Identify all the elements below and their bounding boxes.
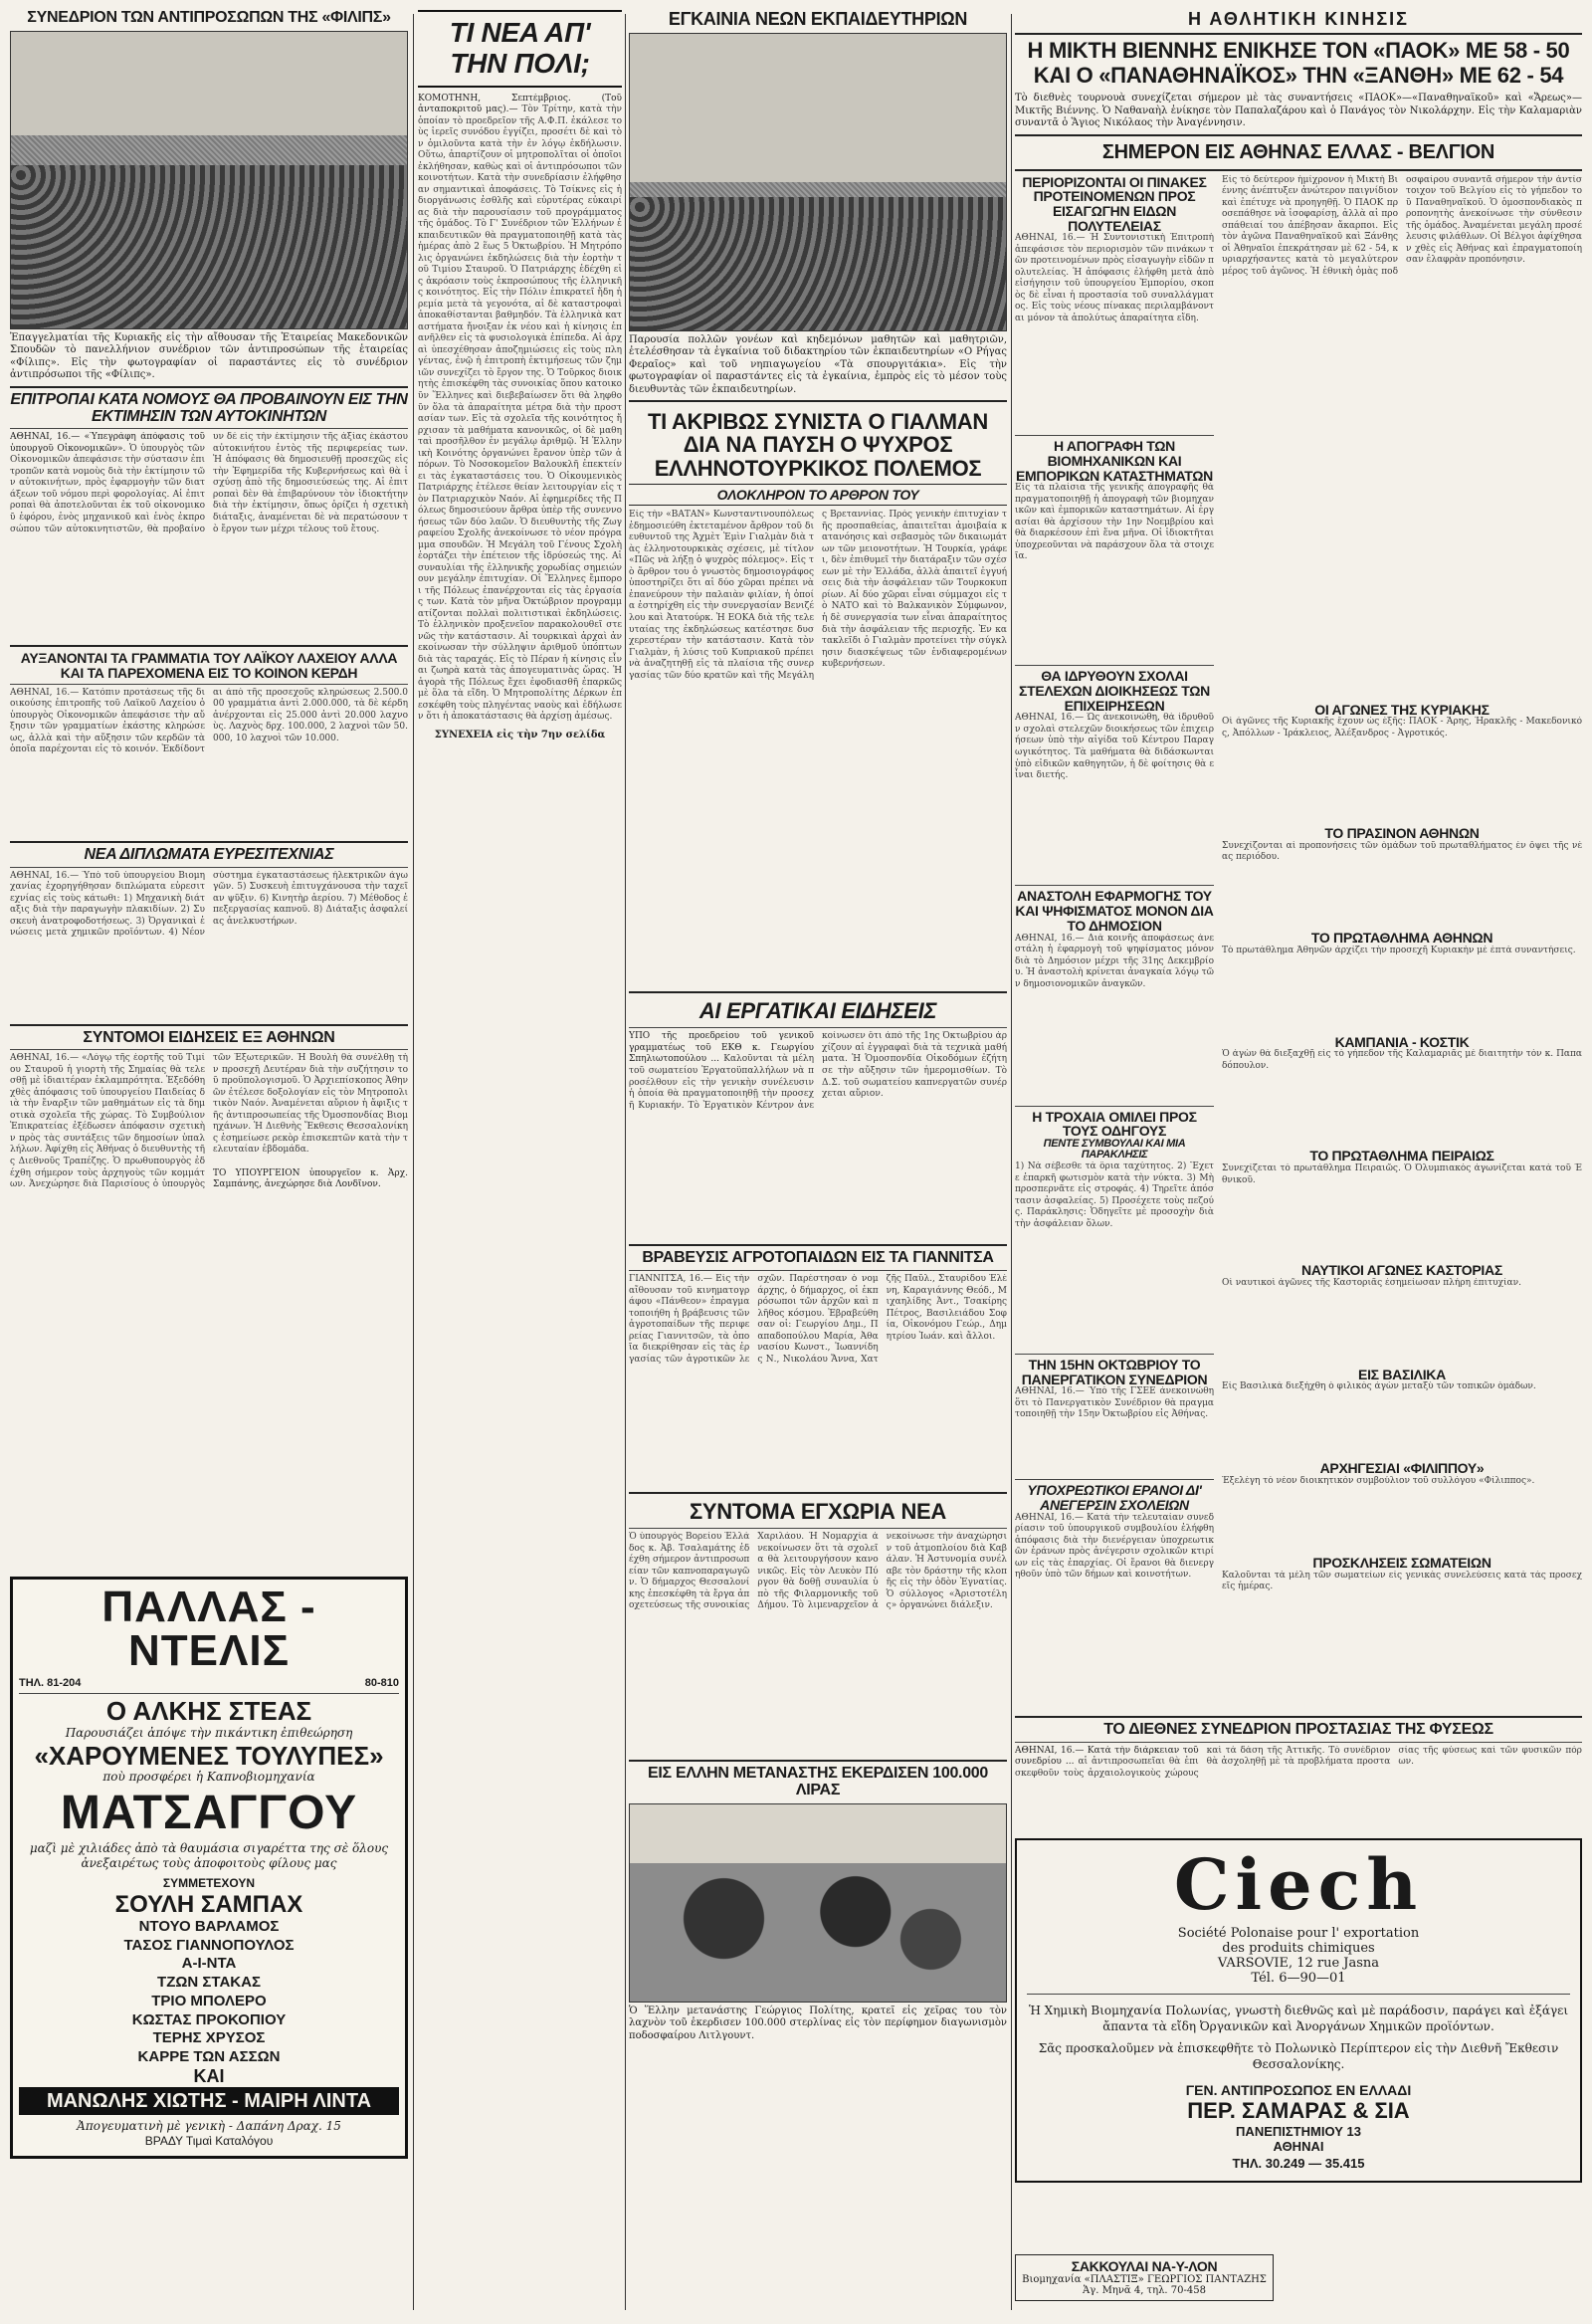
box-eranoi: ΥΠΟΧΡΕΩΤΙΚΟΙ ΕΡΑΝΟΙ ΔΙ' ΑΝΕΓΕΡΣΙΝ ΣΧΟΛΕΙΩΝ [1027,1482,1202,1514]
article-fysis: ΑΘΗΝΑΙ, 16.— Κατὰ τὴν διάρκειαν τοῦ συνεδρίου ... αἱ ἀντιπροσωπεῖαι θὰ ἐπισκεφθοῦν τοὺς ἀρχαιολογικοὺς χώρους καὶ τὰ δάση τῆς Ἀττικῆς. Τὸ συνέδριον θὰ ἀσχοληθῇ μὲ τὰ προβλήματα προστασίας τῆς φύσεως καὶ τῶν φυσικῶν πόρων. [1015,1745,1582,1779]
text-kamp: Ὁ ἀγὼν θὰ διεξαχθῇ εἰς τὸ γήπεδον τῆς Καλαμαριᾶς μὲ διαιτητὴν τὸν κ. Παπαδόπουλον. [1222,1049,1582,1071]
box-trochaia: Η ΤΡΟΧΑΙΑ ΟΜΙΛΕΙ ΠΡΟΣ ΤΟΥΣ ΟΔΗΓΟΥΣ [1032,1108,1197,1140]
article-syntoma: Ὁ ὑπουργὸς Βορείου Ἑλλάδος κ. Ἀβ. Τσαλαμάτης ἐδέχθη σήμερον ἀντιπροσωπείαν τῶν καπνοπαραγωγῶν. Ὁ δήμαρχος Θεσσαλονίκης ἐπεσκέφθη τὰ ἔργα ἀποχετεύσεως τῆς συνοικίας Χαριλάου. Ἡ Νομαρχία ἀνεκοίνωσεν ὅτι τὰ σχολεῖα θὰ λειτουργήσουν κανονικῶς. Εἰς τὸν Λευκὸν Πύργον θὰ δοθῇ συναυλία ὑπὸ τῆς Φιλαρμονικῆς τοῦ Δήμου. Τὸ λιμεναρχεῖον ἀνεκοίνωσε τὴν ἀναχώρησιν τοῦ ἀτμοπλοίου διὰ Καβάλαν. Ἡ Ἀστυνομία συνέλαβε τὸν δράστην τῆς κλοπῆς εἰς τὴν ὁδὸν Ἐγνατίας. Ὁ σύλλογος «Ἀριστοτέλης» ὀργανώνει διάλεξιν. [629,1532,1007,1611]
ad-show-title: «ΧΑΡΟΥΜΕΝΕΣ ΤΟΥΛΥΠΕΣ» [34,1740,384,1771]
headline-diplomata: ΝΕΑ ΔΙΠΛΩΜΑΤΑ ΕΥΡΕΣΙΤΕΧΝΙΑΣ [84,845,334,863]
ciech-rep: ΓΕΝ. ΑΝΤΙΠΡΟΣΩΠΟΣ ΕΝ ΕΛΛΑΔΙ [1185,2082,1412,2099]
cast-member: ΤΖΩΝ ΣΤΑΚΑΣ [157,1974,261,1992]
ad-cinema-name: ΠΑΛΛΑΣ - ΝΤΕΛΙΣ [101,1583,316,1676]
photo-filips-congress [10,31,408,329]
ad-presents: Παρουσιάζει ἀπόψε τὴν πικάντικη ἐπιθεώρηση [65,1725,353,1740]
sub-agones: ΟΙ ΑΓΩΝΕΣ ΤΗΣ ΚΥΡΙΑΚΗΣ [1314,701,1490,718]
ciech-body2: Σᾶς προσκαλοῦμεν νὰ ἐπισκεφθῆτε τὸ Πολωνικὸ Περίπτερον εἰς τὴν Διεθνῆ Ἔκθεσιν Θεσσαλονίκης. [1038,2040,1559,2072]
headline-ti-nea: ΤΙ ΝΕΑ ΑΠ' ΤΗΝ ΠΟΛΙ; [418,10,622,88]
sub-athinon: ΤΟ ΠΡΩΤΑΘΛΗΜΑ ΑΘΗΝΩΝ [1310,929,1493,946]
text-periorizontai: ΑΘΗΝΑΙ, 16.— Ἡ Συντονιστικὴ Ἐπιτροπὴ ἀπεφάσισε τὸν περιορισμὸν τῶν πινάκων τῶν προτεινομένων πρὸς εἰσαγωγὴν εἰδῶν πολυτελείας. Ἡ ἀπόφασις ἐλήφθη μετὰ ἀπὸ εἰσήγησιν τοῦ ὑπουργείου Ἐμπορίου, σκοπὸς δὲ εἶναι ἡ προστασία τοῦ συναλλάγματος. Εἰς τοὺς νέους πίνακας περιλαμβάνονται μόνον τὰ ἀπολύτως ἀπαραίτητα εἴδη. [1015,233,1214,323]
article-epitropai: ΑΘΗΝΑΙ, 16.— «Ὑπεγράφη ἀπόφασις τοῦ ὑπουργοῦ Οἰκονομικῶν». Ὁ ὑπουργὸς τῶν Οἰκονομικῶν ἀπεφάσισε τὴν σύστασιν ἐπιτροπῶν κατὰ νομοὺς διὰ τὴν ἐκτίμησιν τῶν αὐτοκινήτων, πρὸς ἐφαρμογὴν τῶν διατάξεων τοῦ νόμου περὶ φορολογίας. Αἱ ἐπιτροπαὶ θὰ ἀποτελοῦνται ἐκ τοῦ οἰκονομικοῦ ἐφόρου, ἑνὸς μηχανικοῦ καὶ ἑνὸς ἐκπροσώπου τῶν αὐτοκινητιστῶν, θὰ προβαίνουν δὲ εἰς τὴν ἐκτίμησιν τῆς ἀξίας ἑκάστου αὐτοκινήτου ἐντὸς τῆς περιφερείας των. Ἡ ἀπόφασις θὰ δημοσιευθῇ προσεχῶς εἰς τὴν Ἐφημερίδα τῆς Κυβερνήσεως καὶ θὰ ἰσχύσῃ ἀπὸ τῆς δημοσιεύσεώς της. Αἱ ἐπιτροπαὶ δὲν θὰ ἐπιβαρύνουν τὸν ἰδιοκτήτην διὰ τὴν ἐκτίμησιν, ὅπως ὁρίζει ἡ σχετικὴ διάταξις, ἀναμένεται δὲ νὰ περατώσουν τὸ ἔργον των μέχρι τέλους τοῦ ἔτους. [10,432,408,534]
ciech-city: ΑΘΗΝΑΙ [1273,2139,1324,2155]
text-sports-main: Εἰς τὸ δεύτερον ἡμίχρονον ἡ Μικτὴ Βιέννης ἀνέπτυξεν ἀνώτερον παιγνίδιον καὶ ἐπέτυχε νὰ προηγηθῇ. Ὁ ΠΑΟΚ προσεπάθησε νὰ ἰσοφαρίσῃ, ἀλλὰ αἱ προσπάθειαί του ἀπέβησαν ἄκαρποι. Εἰς τὸν ἀγῶνα Παναθηναϊκοῦ καὶ Ξάνθης οἱ Ἀθηναῖοι ἐπεκράτησαν μὲ 62 - 54, κυριαρχήσαντες κατὰ τὸ μεγαλύτερον μέρος τοῦ ἀγῶνος. Ἡ ἐθνικὴ ὁμὰς ποδοσφαίρου συναντᾶ σήμερον τὴν ἀντίστοιχον τοῦ Βελγίου εἰς τὸ γήπεδον τοῦ Παναθηναϊκοῦ. Ὁ ὁμοσπονδιακὸς προπονητὴς ἀνεκοίνωσε τὴν σύνθεσιν τῆς ὁμάδος. Ἀναμένεται μεγάλη προσέλευσις φιλάθλων. Οἱ Βέλγοι ἀφίχθησαν χθὲς εἰς Ἀθήνας καὶ ἐπραγματοποίησαν ἐλαφρὰν προπόνησιν. [1222,174,1582,277]
sub-vasilika: ΕΙΣ ΒΑΣΙΛΙΚΑ [1358,1366,1446,1382]
text-trochaia: 1) Νὰ σέβεσθε τὰ ὅρια ταχύτητος. 2) Ἔχετε ἐπαρκῆ φωτισμὸν κατὰ τὴν νύκτα. 3) Μὴ προσπερνᾶτε εἰς στροφάς. 4) Τηρεῖτε ἀπόστασιν ἀσφαλείας. 5) Προσέχετε τοὺς πεζούς. Παράκλησις: Ὁδηγεῖτε μὲ προσοχὴν διὰ τὴν ἀσφάλειαν ὅλων. [1015,1161,1214,1229]
caption-enkainia: Παρουσία πολλῶν γονέων καὶ κηδεμόνων μαθητῶν καὶ μαθητριῶν, ἐτελέσθησαν τὰ ἐγκαίνια τοῦ διδακτηρίου τῶν ἐκπαιδευτηρίων «Ο Ρήγας Φεραῖος» καὶ τοῦ νηπιαγωγείου «Τὰ σπουργιτάκια». Εἰς τὴν φωτογραφίαν οἱ παραστάντες εἰς τὰ ἐγκαίνια, ἐμπρὸς εἰς τὸ μέσον τοὺς διευθυντὰς τῶν ἐκπαιδευτηρίων. [629,333,1007,395]
sub-proskliseis: ΠΡΟΣΚΛΗΣΕΙΣ ΣΩΜΑΤΕΙΩΝ [1312,1555,1492,1572]
ad-production: ποὺ προσφέρει ἡ Καπνοβιομηχανία [102,1770,315,1785]
caption-filips: Ἐπαγγελματίαι τῆς Κυριακῆς εἰς τὴν αἴθουσαν τῆς Ἑταιρείας Μακεδονικῶν Σπουδῶν τὸ πανελλήνιον συνέδριον τῶν ἀντιπροσώπων τῆς ἑταιρείας «Φίλιπς». Εἰς τὴν φωτογραφίαν οἱ παραστάντες εἰς τὸ συνέδριον ἀντιπρόσωποι τῆς «Φίλιπς». [10,331,408,381]
column-4 [1015,10,1582,2314]
headline-syntomoi: ΣΥΝΤΟΜΟΙ ΕΙΔΗΣΕΙΣ ΕΞ ΑΘΗΝΩΝ [83,1028,335,1046]
headline-grammatia: ΑΥΞΑΝΟΝΤΑΙ ΤΑ ΓΡΑΜΜΑΤΙΑ ΤΟΥ ΛΑΪΚΟΥ ΛΑΧΕΙΟΥ ΑΛΛΑ ΚΑΙ ΤΑ ΠΑΡΕΧΟΜΕΝΑ ΕΙΣ ΤΟ ΚΟΙΝΟΝ ΚΕΡΔΗ [20,650,398,682]
ciech-rep-name: ΠΕΡ. ΣΑΜΑΡΑΣ & ΣΙΑ [1187,2098,1410,2124]
text-agones: Οἱ ἀγῶνες τῆς Κυριακῆς ἔχουν ὡς ἑξῆς: ΠΑΟΚ - Ἄρης, Ἡρακλῆς - Μακεδονικός, Ἀπόλλων - Ἰράκλειος, Ἀλέξανδρος - Ἀγροτικός. [1222,717,1582,739]
ciech-line3: VARSOVIE, 12 rue Jasna [1217,1955,1380,1971]
cast-member: ΚΩΣΤΑΣ ΠΡΟΚΟΠΙΟΥ [131,2010,287,2028]
text-pratsinon: Συνεχίζονται αἱ προπονήσεις τῶν ὁμάδων τοῦ πρωταθλήματος ἐν ὄψει τῆς νέας περιόδου. [1222,840,1582,863]
ciech-line1: Société Polonaise pour l' exportation [1177,1925,1420,1941]
ciech-logo: Ciech [1173,1842,1424,1926]
ad-sakkoulai-line: Βιομηχανία «ΠΛΑΣΤΙΞ» ΓΕΩΡΓΙΟΣ ΠΑΝΤΑΖΗΣ [1022,2273,1267,2285]
ad-pallas-ntelis [10,1577,408,2159]
box-anastoli: ΑΝΑΣΤΟΛΗ ΕΦΑΡΜΟΓΗΣ ΤΟΥ ΚΑΙ ΨΗΦΙΣΜΑΤΟΣ ΜΟΝΟΝ ΔΙΑ ΤΟ ΔΗΜΟΣΙΟΝ [1015,888,1214,934]
ad-sponsor: ΜΑΤΣΑΓΓΟΥ [60,1786,358,1839]
sub-nautikoi: ΝΑΥΤΙΚΟΙ ΑΓΩΝΕΣ ΚΑΣΤΟΡΙΑΣ [1301,1262,1502,1279]
sports-body [1015,175,1582,1712]
box-trochaia-sub: ΠΕΝΤΕ ΣΥΜΒΟΥΛΑΙ ΚΑΙ ΜΙΑ ΠΑΡΑΚΛΗΣΙΣ [1043,1137,1186,1162]
ad-phone-left: ΤΗΛ. 81-204 [19,1677,82,1690]
article-lead: ΑΘΗΝΑΙ, 16.— Κατὰ τὴν διάρκειαν τοῦ συνεδρίου ... [1015,1745,1199,1768]
sub-filippos: ΑΡΧΗΓΕΣΙΑΙ «ΦΙΛΙΠΠΟΥ» [1319,1460,1485,1477]
box-scholai: ΘΑ ΙΔΡΥΘΟΥΝ ΣΧΟΛΑΙ ΣΤΕΛΕΧΩΝ ΔΙΟΙΚΗΣΕΩΣ ΤΩΝ ΕΠΙΧΕΙΡΗΣΕΩΝ [1019,668,1210,714]
ad-ciech [1015,1838,1582,2184]
box-periorizontai: ΠΕΡΙΟΡΙΖΟΝΤΑΙ ΟΙ ΠΙΝΑΚΕΣ ΠΡΟΤΕΙΝΟΜΕΝΩΝ ΠΡΟΣ ΕΙΣΑΓΩΓΗΝ ΕΙΔΩΝ ΠΟΛΥΤΕΛΕΙΑΣ [1022,173,1207,234]
box-apografi: Η ΑΠΟΓΡΑΦΗ ΤΩΝ ΒΙΟΜΗΧΑΝΙΚΩΝ ΚΑΙ ΕΜΠΟΡΙΚΩΝ ΚΑΤΑΣΤΗΜΑΤΩΝ [1016,438,1213,484]
headline-metanastis: ΕΙΣ ΕΛΛΗΝ ΜΕΤΑΝΑΣΤΗΣ ΕΚΕΡΔΙΣΕΝ 100.000 ΛΙΡΑΣ [648,1765,988,1799]
text-eranoi: ΑΘΗΝΑΙ, 16.— Κατὰ τὴν τελευταίαν συνεδρίασιν τοῦ ὑπουργικοῦ συμβουλίου ἐλήφθη ἀπόφασις διὰ τὴν διενέργειαν ὑποχρεωτικῶν ἐράνων πρὸς ἀνέγερσιν σχολικῶν κτιρίων εἰς τὰς ἐπαρχίας. Οἱ ἔρανοι θὰ διενεργηθοῦν ὑπὸ τῶν δήμων καὶ κοινοτήτων. [1015,1512,1214,1581]
text-scholai: ΑΘΗΝΑΙ, 16.— Ὡς ἀνεκοινώθη, θὰ ἱδρυθοῦν σχολαὶ στελεχῶν διοικήσεως τῶν ἐπιχειρήσεων ὑπὸ τὴν αἰγίδα τοῦ Κέντρου Παραγωγικότητος. Τὰ μαθήματα θὰ διδάσκωνται ὑπὸ εἰδικῶν καθηγητῶν, ἡ δὲ φοίτησις θὰ εἶναι διετής. [1015,713,1214,781]
text-anastoli: ΑΘΗΝΑΙ, 16.— Διὰ κοινῆς ἀποφάσεως ἀνεστάλη ἡ ἐφαρμογὴ τοῦ ψηφίσματος μόνον διὰ τὸ Δημόσιον μέχρι τῆς 31ης Δεκεμβρίου. Ἡ ἀναστολὴ κρίνεται ἀναγκαία λόγῳ τῶν δημοσιονομικῶν ἀναγκῶν. [1015,933,1214,989]
cast-member: ΚΑΡΡΕ ΤΩΝ ΑΣΣΩΝ [137,2048,281,2066]
ad-note2: ΒΡΑΔΥ Τιμαὶ Καταλόγου [144,2134,274,2149]
ad-cast-list [19,1918,399,2067]
cast-member: ΤΡΙΟ ΜΠΟΛΕΡΟ [151,1992,267,2009]
ad-star: ΣΟΥΛΗ ΣΑΜΠΑΧ [114,1890,303,1918]
cast-member: ΝΤΟΥΟ ΒΑΡΛΑΜΟΣ [138,1917,280,1935]
photo-metanastis [629,1803,1007,2003]
headline-fysis: ΤΟ ΔΙΕΘΝΕΣ ΣΥΝΕΔΡΙΟΝ ΠΡΟΣΤΑΣΙΑΣ ΤΗΣ ΦΥΣΕΩΣ [1103,1720,1493,1738]
text-athinon: Τὸ πρωτάθλημα Ἀθηνῶν ἀρχίζει τὴν προσεχῆ Κυριακὴν μὲ ἑπτὰ συναντήσεις. [1222,945,1576,955]
text-apografi: Εἰς τὰ πλαίσια τῆς γενικῆς ἀπογραφῆς θὰ πραγματοποιηθῇ ἡ ἀπογραφὴ τῶν βιομηχανικῶν καὶ ἐμπορικῶν καταστημάτων. Αἱ ἐργασίαι θὰ ἀρχίσουν τὴν 1ην Νοεμβρίου καὶ θὰ διαρκέσουν ἐπὶ ἕνα μῆνα. Οἱ ἰδιοκτῆται ὑποχρεοῦνται νὰ παράσχουν ὅλα τὰ στοιχεῖα. [1015,483,1214,562]
ad-note: Ἀπογευματινὴ μὲ γενικὴ - Δαπάνη Δραχ. 15 [77,2118,341,2133]
headline-enkainia: ΕΓΚΑΙΝΙΑ ΝΕΩΝ ΕΚΠΑΙΔΕΥΤΗΡΙΩΝ [668,10,968,29]
column-rule [1011,14,1012,2310]
cast-member: ΤΕΡΗΣ ΧΡΥΣΟΣ [152,2029,266,2047]
cast-member: Α-Ι-ΝΤΑ [181,1955,237,1973]
continued-note: ΣΥΝΕΧΕΙΑ εἰς τὴν 7ην σελίδα [434,729,606,740]
ciech-line4: Tél. 6—90—01 [1251,1970,1346,1986]
article-vraveusis: ΓΙΑΝΝΙΤΣΑ, 16.— Εἰς τὴν αἴθουσαν τοῦ κινηματογράφου «Πάνθεον» ἐπραγματοποιήθη ἡ βράβευσις τῶν ἀγροτοπαίδων τῆς περιφερείας Γιαννιτσῶν, τὰ ὁποῖα διεκρίθησαν εἰς τὰς ἐργασίας τῶν ἀγροτικῶν λεσχῶν. Παρέστησαν ὁ νομάρχης, ὁ δήμαρχος, οἱ ἐκπρόσωποι τῶν ἀρχῶν καὶ πλῆθος κόσμου. Ἐβραβεύθησαν οἱ: Γεωργίου Δημ., Παπαδοπούλου Μαρία, Ἀθανασίου Κωνστ., Ἰωαννίδης Ν., Νικολάου Ἄννα, Χατζῆς Παῦλ., Σταυρίδου Ἑλένη, Καραγιάννης Θεόδ., Μιχαηλίδης Ἀντ., Τσακίρης Πέτρος, Βασιλειάδου Σοφία, Οἰκονόμου Γεώρ., Δημητρίου Ἰωάν. καὶ ἄλλοι. [629,1274,1007,1365]
column-3 [629,10,1007,2314]
ciech-body1: Ἡ Χημικὴ Βιομηχανία Πολωνίας, γνωστὴ διεθνῶς καὶ μὲ παράδοσιν, παράγει καὶ ἐξάγει ἄπαντα τὰ εἴδη Ὀργανικῶν καὶ Ἀνοργάνων Χημικῶν προϊόντων. [1028,2003,1569,2033]
article-grammatia: ΑΘΗΝΑΙ, 16.— Κατόπιν προτάσεως τῆς διοικούσης ἐπιτροπῆς τοῦ Λαϊκοῦ Λαχείου ὁ ὑπουργὸς Οἰκονομικῶν ἀπεφάσισε τὴν αὔξησιν τῶν γραμματίων ἑκάστης κληρώσεως, ἀλλὰ καὶ τὴν αὔξησιν τῶν κερδῶν τὰ ὁποῖα παρέχονται εἰς τὸ κοινόν. Ἐκδίδονται ἀπὸ τῆς προσεχοῦς κληρώσεως 2.500.000 γραμμάτια ἀντὶ 2.000.000, τὰ δὲ κέρδη ἀνέρχονται εἰς 25.000 ἀντὶ 20.000 λαχνοὺς. Λαχνὸς δρχ. 100.000, 2 λαχνοὶ τῶν 50.000, 10 λαχνοὶ τῶν 10.000. [10,687,408,755]
headline-epitropai: ΕΠΙΤΡΟΠΑΙ ΚΑΤΑ ΝΟΜΟΥΣ ΘΑ ΠΡΟΒΑΙΝΟΥΝ ΕΙΣ ΤΗΝ ΕΚΤΙΜΗΣΙΝ ΤΩΝ ΑΥΤΟΚΙΝΗΤΩΝ [10,390,408,425]
article-ypourgeion: ΤΟ ΥΠΟΥΡΓΕΙΟΝ ὑπουργεῖον κ. Ἀρχ. Σαμπάνης, ἀνεχώρησε διὰ Λονδῖνον. [213,1167,408,1190]
photo-enkainia [629,33,1007,331]
headline-vienni: Η ΜΙΚΤΗ ΒΙΕΝΝΗΣ ΕΝΙΚΗΣΕ ΤΟΝ «ΠΑΟΚ» ΜΕ 58 - 50 [1027,37,1570,63]
sub-pratsinon: ΤΟ ΠΡΑΣΙΝΟΝ ΑΘΗΝΩΝ [1324,825,1480,842]
article-syntomoi: ΑΘΗΝΑΙ, 16.— «Λόγῳ τῆς ἑορτῆς τοῦ Τιμίου Σταυροῦ ἡ γιορτὴ τῆς Σημαίας θὰ τελεσθῇ μὲ ἰδιαιτέραν ἐκλαμπρότητα. Ἐξεδόθη χθὲς ἀπόφασις τοῦ ὑπουργείου Παιδείας διὰ τὴν ἔναρξιν τῶν μαθημάτων εἰς τὰ δημοτικὰ σχολεῖα τῆς χώρας. Τὸ Συμβούλιον Ἐπικρατείας ἐξέδωσεν ἀπόφασιν σχετικὴν πρὸς τὰς συντάξεις τῶν δημοσίων ὑπαλλήλων. Ἀφίχθη εἰς Ἀθήνας ὁ διευθυντὴς τῆς Διεθνοῦς Τραπέζης. Ὁ πρωθυπουργὸς ἐδέχθη σήμερον τοὺς ἀρχηγοὺς τῶν κομμάτων. Ἀνεχώρησε διὰ Παρισίους ὁ ὑπουργὸς τῶν Ἐξωτερικῶν. Ἡ Βουλὴ θὰ συνέλθῃ τὴν προσεχῆ Δευτέραν διὰ τὴν συζήτησιν τοῦ προϋπολογισμοῦ. Ὁ Ἀρχιεπίσκοπος Ἀθηνῶν ἐτέλεσε δοξολογίαν εἰς τὸν Μητροπολιτικὸν Ναόν. Ἀναμένεται αὔριον ἡ ἄφιξις τῆς ἀντιπροσωπείας τῆς Ὀμοσπονδίας Βιομηχάνων. Ἡ Διεθνὴς Ἔκθεσις Θεσσαλονίκης ἐσημείωσε ρεκὸρ ἐπισκεπτῶν κατὰ τὴν τελευταίαν ἑβδομάδα. ΤΟ ΥΠΟΥΡΓΕΙΟΝ ὑπουργεῖον κ. Ἀρχ. Σαμπάνης, ἀνεχώρησε διὰ Λονδῖνον. [10,1053,408,1190]
ciech-line2: des produits chimiques [1222,1940,1375,1956]
text-filippos: Ἐξελέγη τὸ νέον διοικητικὸν συμβούλιον τοῦ συλλόγου «Φίλιππος». [1222,1476,1535,1487]
article-lead: ΥΠΟ τῆς προεδρείου τοῦ γενικοῦ γραμματέως τοῦ ΕΚΘ κ. Γεωργίου Σπηλιωτοπούλου ... [629,1031,814,1065]
article-lead: ΑΘΗΝΑΙ, 16.— «Ὑπεγράφη ἀπόφασις τοῦ ὑπουργοῦ Οἰκονομικῶν». [10,432,205,454]
headline-ergatikai: ΑΙ ΕΡΓΑΤΙΚΑΙ ΕΙΔΗΣΕΙΣ [698,998,937,1024]
sub-kamp: ΚΑΜΠΑΝΙΑ - ΚΟΣΤΙΚ [1334,1033,1470,1050]
lead-sports: Τὸ διεθνὲς τουρνουὰ συνεχίζεται σήμερον μὲ τὰς συναντήσεις «ΠΑΟΚ»—«Παναθηναϊκοῦ» καὶ «Ἄρεως»—Μικτῆς Βιέννης. Ὁ Ναθαναὴλ ἐνίκησε τὸν Παπαλαζάρου καὶ ὁ Πανάγος τὸν Νικολάρχην. Εἰς τὴν Καλαμαριὰν συναντᾶ ὁ Ἅγιος Νικόλαος τὴν Ἀναγέννησιν. [1015,93,1582,129]
ad-sakkoulai-addr: Ἁγ. Μηνᾶ 4, τηλ. 70-458 [1083,2284,1206,2296]
text-peiraios: Συνεχίζεται τὸ πρωτάθλημα Πειραιῶς. Ὁ Ὀλυμπιακὸς ἀγωνίζεται κατὰ τοῦ Ἐθνικοῦ. [1222,1163,1582,1185]
right-sports [1222,175,1582,1712]
ad-finale: ΜΑΝΩΛΗΣ ΧΙΩΤΗΣ - ΜΑΙΡΗ ΛΙΝΤΑ [19,2087,399,2115]
ad-sub: μαζὶ μὲ χιλιάδες ἀπὸ τὰ θαυμάσια σιγαρέττα της σὲ ὅλους ἀνεξαιρέτως τοὺς ἀποφοιτοὺς φίλους μας [29,1840,389,1871]
box-15n: ΤΗΝ 15ΗΝ ΟΚΤΩΒΡΙΟΥ ΤΟ ΠΑΝΕΡΓΑΤΙΚΟΝ ΣΥΝΕΔΡΙΟΝ [1021,1356,1208,1387]
headline-filips: ΣΥΝΕΔΡΙΟΝ ΤΩΝ ΑΝΤΙΠΡΟΣΩΠΩΝ ΤΗΣ «ΦΙΛΙΠΣ» [27,10,391,26]
ad-presenter: Ο ΑΛΚΗΣ ΣΤΕΑΣ [105,1696,312,1727]
article-ergatikai: ΥΠΟ τῆς προεδρείου τοῦ γενικοῦ γραμματέως τοῦ ΕΚΘ κ. Γεωργίου Σπηλιωτοπούλου ... Καλοῦνται τὰ μέλη τοῦ σωματείου Ἐργατοϋπαλλήλων νὰ προσέλθουν εἰς τὴν γενικὴν συνέλευσιν ἡ ὁποία θὰ πραγματοποιηθῇ τὴν προσεχῆ Κυριακήν. Τὸ Ἐργατικὸν Κέντρον ἀνεκοίνωσεν ὅτι ἀπὸ τῆς 1ης Ὀκτωβρίου ἀρχίζουν αἱ ἐγγραφαὶ διὰ τὰ τεχνικὰ μαθήματα. Ἡ Ὁμοσπονδία Οἰκοδόμων ἐζήτησε τὴν αὔξησιν τῶν ἡμερομισθίων. Τὸ Δ.Σ. τοῦ σωματείου καπνεργατῶν συνέρχεται αὔριον. [629,1031,1007,1111]
ciech-tel: ΤΗΛ. 30.249 — 35.415 [1232,2156,1365,2172]
text-nautikoi: Οἱ ναυτικοὶ ἀγῶνες τῆς Καστοριᾶς ἐσημείωσαν πλήρη ἐπιτυχίαν. [1222,1277,1521,1288]
left-boxes [1015,175,1214,1712]
ciech-addr: ΠΑΝΕΠΙΣΤΗΜΙΟΥ 13 [1236,2124,1361,2140]
headline-ellas-velgion: ΣΗΜΕΡΟΝ ΕΙΣ ΑΘΗΝΑΣ ΕΛΛΑΣ - ΒΕΛΓΙΟΝ [1101,140,1495,163]
article-ti-nea: ΚΟΜΟΤΗΝΗ, Σεπτέμβριος. (Τοῦ ἀνταποκριτοῦ μας).— Τὸν Τρίτην, κατὰ τὴν ὁποίαν τὸ προεδρεῖον τῆς Α.Φ.Π. ἐκάλεσε τοὺς ἱερεῖς συνόδου ἐγγίζει, προσέτι δὲ καὶ τὸν ὁμιλοῦντα κατὰ τὴν ἐν λόγῳ ἐκδήλωσιν. Οὕτω, ἀπαρτίζουν οἱ μητροπολῖται οἱ ὁποῖοι ἐκλήθησαν, καθὼς καὶ οἱ ἀντιπρόσωποι τῶν κοινοτήτων. Κατὰ τὴν συνεδρίασιν ἐλήφθησαν σημαντικαὶ ἀποφάσεις. Τὸ Τσίκνες εἰς ἡ διοργάνωσις ἐσθλῆς καὶ εὐρυτέρας εὐκαιρίας διὰ τὴν παρουσίασιν τοῦ προγράμματος τῆς ὁμάδος. Τὸ Γ' Συνέδριον τῶν Ἑλλήνων ἐκπαιδευτικῶν θὰ πραγματοποιηθῇ κατὰ τὰς ἡμέρας ἀπὸ 2 ἕως 5 Ὀκτωβρίου. Ἡ Μητρόπολις ὀργανώνει ἐκδηλώσεις διὰ τὴν ἑορτὴν τοῦ Τιμίου Σταυροῦ. Ὁ Πατριάρχης ἐδέχθη εἰς ἀκρόασιν τοὺς ἐκπροσώπους τῆς ἑλληνικῆς κοινότητος. Εἰς τὴν Πόλιν ἐπικρατεῖ ἤδη ἡρεμία μετὰ τὰ γεγονότα, αἱ δὲ καταστροφαὶ ἀποκαθίστανται βαθμηδόν. Τὰ ἑλληνικὰ καταστήματα ἤνοιξαν ἐκ νέου καὶ ἡ κίνησις ἐπανῆλθεν εἰς τὰ φυσιολογικὰ ἐπίπεδα. Αἱ ἀρχαὶ ὑπεσχέθησαν ἀποζημιώσεις εἰς τοὺς πληγέντας, ἐνῷ ἡ ἐπιτροπὴ ἐκτιμήσεως τῶν ζημιῶν συνεχίζει τὸ ἔργον της. Ὁ Τοῦρκος διοικητὴς ἐπισκέφθη τὰς συνοικίας ὅπου κατοικοῦν Ἕλληνες καὶ διεβεβαίωσεν ὅτι θὰ ληφθοῦν ὅλα τὰ ἀπαραίτητα μέτρα διὰ τὴν προστασίαν των. Εἰς τὰ σχολεῖα τῆς κοινότητος ἤρχισαν τὰ μαθήματα κανονικῶς, οἱ δὲ μαθηταὶ προσῆλθον ἐν μεγάλῳ ἀριθμῷ. Ἡ Ἑλληνικὴ Κοινότης ὀργανώνει ἔρανον ὑπὲρ τῶν ἀπόρων. Τὸ Νοσοκομεῖον Βαλουκλῆ ἐπεκτείνει τὰς ἐγκαταστάσεις του. Ὁ Οἰκουμενικὸς Πατριάρχης ἐτέλεσε θείαν λειτουργίαν εἰς τὸν Πατριαρχικὸν Ναόν. Αἱ ἐφημερίδες τῆς Πόλεως δημοσιεύουν ἄρθρα ὑπὲρ τῆς συνεννοήσεως τῶν δύο λαῶν. Ὁ διευθυντὴς τῆς Ζωγραφείου Σχολῆς ἀνεκοίνωσε τὸ νέον πρόγραμμα σπουδῶν. Ἡ Μεγάλη τοῦ Γένους Σχολὴ ἑορτάζει τὴν ἐπέτειον τῆς ἱδρύσεώς της. Αἱ συναυλίαι τῆς ἑλληνικῆς χορωδίας σημειώνουν μεγάλην ἐπιτυχίαν. Οἱ Ἕλληνες ἔμποροι τῆς Πόλεως ἐπανέρχονται εἰς τὰς ἐργασίας των. Κατὰ τὸν μῆνα Ὀκτώβριον προγραμματίζονται πολλαὶ πολιτιστικαὶ ἐκδηλώσεις. Τὸ ἑλληνικὸν προξενεῖον παρακολουθεῖ στενῶς τὴν κατάστασιν. Αἱ τουρκικαὶ ἀρχαὶ ἀνεκοίνωσαν τὴν σύλληψιν ἀριθμοῦ ὑπόπτων διὰ τὰς ταραχάς. Εἰς τὸ Πέραν ἡ κίνησις εἶναι ζωηρὰ κατὰ τὰς ἀπογευματινὰς ὥρας. Ἡ ἀγορὰ τῆς Πόλεως ἔχει ἐφοδιασθῆ ἐπαρκῶς μὲ ὅλα τὰ εἴδη. Ὁ Μητροπολίτης Δέρκων ἐπεσκέφθη τοὺς πληγέντας ναοὺς καὶ ἐδήλωσεν ὅτι ἡ ἀποκατάστασις θὰ ἀρχίσῃ ἀμέσως. ΣΥΝΕΧΕΙΑ εἰς τὴν 7ην σελίδα [418,93,622,740]
subhead-galman: ΟΛΟΚΛΗΡΟΝ ΤΟ ΑΡΘΡΟΝ ΤΟΥ [629,484,1007,507]
sub-peiraios: ΤΟ ΠΡΩΤΑΘΛΗΜΑ ΠΕΙΡΑΙΩΣ [1309,1148,1494,1164]
column-2 [418,10,622,2314]
ad-phone-right: 80-810 [364,1677,399,1690]
headline-panathinaikos: ΚΑΙ Ο «ΠΑΝΑΘΗΝΑΪΚΟΣ» ΤΗΝ «ΞΑΝΘΗ» ΜΕ 62 - 54 [1033,62,1564,88]
text-vasilika: Εἰς Βασιλικὰ διεξήχθη ὁ φιλικὸς ἀγὼν μεταξὺ τῶν τοπικῶν ὁμάδων. [1222,1381,1536,1392]
column-rule [413,14,414,2310]
headline-vraveusis: ΒΡΑΒΕΥΣΙΣ ΑΓΡΟΤΟΠΑΙΔΩΝ ΕΙΣ ΤΑ ΓΙΑΝΝΙΤΣΑ [642,1249,994,1267]
caption-metanastis: Ὁ Ἕλλην μετανάστης Γεώργιος Πολίτης, κρατεῖ εἰς χεῖρας του τὸν λαχνὸν τοῦ ἐκερδισεν 100.000 στερλίνας εἰς τὸν περίφημον διαγωνισμὸν ποδοσφαίρου Λιτλγουντ. [629,2005,1007,2041]
cast-member: ΤΑΣΟΣ ΓΙΑΝΝΟΠΟΥΛΟΣ [123,1936,295,1954]
text-15n: ΑΘΗΝΑΙ, 16.— Ὑπὸ τῆς ΓΣΕΕ ἀνεκοινώθη ὅτι τὸ Πανεργατικὸν Συνέδριον θὰ πραγματοποιηθῇ τὴν 15ην Ὀκτωβρίου εἰς Ἀθήνας. [1015,1386,1214,1420]
ad-participate: ΣΥΜΜΕΤΕΧΟΥΝ [162,1875,256,1890]
ad-sakkoulai-title: ΣΑΚΚΟΥΛΑΙ ΝΑ-Υ-ΛΟΝ [1071,2258,1218,2274]
headline-syntoma: ΣΥΝΤΟΜΑ ΕΓΧΩΡΙΑ ΝΕΑ [690,1499,946,1525]
section-athlitiki: Η ΑΘΛΗΤΙΚΗ ΚΙΝΗΣΙΣ [1188,10,1409,29]
article-galman: Εἰς τὴν «ΒΑΤΑΝ» Κωνσταντινουπόλεως ἐδημοσιεύθη ἐκτεταμένον ἄρθρον τοῦ διευθυντοῦ της Ἀχμὲτ Ἐμὶν Γιαλμὰν διὰ τὰς ἑλληνοτουρκικὰς σχέσεις, μὲ τίτλον «Πῶς νὰ λήξῃ ὁ ψυχρὸς πόλεμος». Εἰς τὸ ἄρθρον του ὁ γνωστὸς δημοσιογράφος ὑποστηρίζει ὅτι αἱ δύο χῶραι πρέπει νὰ ἐπανεύρουν τὴν παλαιὰν φιλίαν, ἡ ὁποία ἐστηρίχθη εἰς τὴν συνεργασίαν Βενιζέλου καὶ Ἀτατούρκ. Ἡ ΕΟΚΑ διὰ τῆς τελευταίας της ἐκδηλώσεως κατέστησε δυσχερεστέραν τὴν κατάστασιν. Κατὰ τὸν Γιαλμὰν, ἡ λύσις τοῦ Κυπριακοῦ πρέπει νὰ ἀναζητηθῇ εἰς τὰ πλαίσια τῆς συνεργασίας τῶν δύο κρατῶν καὶ τῆς Μεγάλης Βρεταννίας. Πρὸς γενικὴν ἐπιτυχίαν τῆς προσπαθείας, ἀπαιτεῖται ἀμοιβαία κατανόησις καὶ σεβασμὸς τῶν δικαιωμάτων τῶν μειονοτήτων. Ἡ Τουρκία, γράφει, δὲν ἐπιθυμεῖ τὴν διατάραξιν τῶν σχέσεων μὲ τὴν Ἑλλάδα, ἀλλὰ ἀπαιτεῖ ἐγγυήσεις διὰ τὴν ἀσφάλειαν τῶν Τουρκοκυπρίων. Αἱ δύο χῶραι εἶναι σύμμαχοι εἰς τὸ ΝΑΤΟ καὶ τὸ Βαλκανικὸν Σύμφωνον, ἡ δὲ συνεργασία των εἶναι ἀπαραίτητος διὰ τὴν ἀσφάλειαν τῆς περιοχῆς. Ἐν κατακλεῖδι ὁ Γιαλμὰν προτείνει τὴν σύγκλησιν διασκέψεως τῶν ἐνδιαφερομένων κυβερνήσεων. [629,510,1007,681]
ad-sakkoulai [1015,2254,1274,2301]
text-proskliseis: Καλοῦνται τὰ μέλη τῶν σωματείων εἰς γενικὰς συνελεύσεις κατὰ τὰς προσεχεῖς ἡμέρας. [1222,1570,1582,1592]
column-1 [10,10,408,2314]
dateline: ΚΟΜΟΤΗΝΗ, Σεπτέμβριος. (Τοῦ ἀνταποκριτοῦ μας).— [418,93,622,115]
column-rule [625,14,626,2310]
ad-and: ΚΑΙ [193,2065,225,2086]
article-diplomata: ΑΘΗΝΑΙ, 16.— Ὑπὸ τοῦ ὑπουργείου Βιομηχανίας ἐχορηγήθησαν διπλώματα εὑρεσιτεχνίας εἰς τοὺς κάτωθι: 1) Μηχανικὴ διάταξις διὰ τὴν παραγωγὴν πλακιδίων. 2) Συσκευὴ ἀνατροφοδοτήσεως. 3) Ὀργανικαὶ ἐνώσεις μετὰ χημικῶν προϊόντων. 4) Νέον σύστημα ἐγκαταστάσεως ἠλεκτρικῶν ἀγωγῶν. 5) Συσκευὴ ἐπιτυγχάνουσα τὴν ταχεῖαν ψῦξιν. 6) Κινητὴρ ἀερίου. 7) Μέθοδος ἐπεξεργασίας καπνοῦ. 8) Διάταξις ἀσφαλείας ἀνελκυστήρων. [10,870,408,939]
headline-galman: ΤΙ ΑΚΡΙΒΩΣ ΣΥΝΙΣΤΑ Ο ΓΙΑΛΜΑΝ ΔΙΑ ΝΑ ΠΑΥΣΗ Ο ΨΥΧΡΟΣ ΕΛΛΗΝΟΤΟΥΡΚΙΚΟΣ ΠΟΛΕΜΟΣ [648,409,988,481]
